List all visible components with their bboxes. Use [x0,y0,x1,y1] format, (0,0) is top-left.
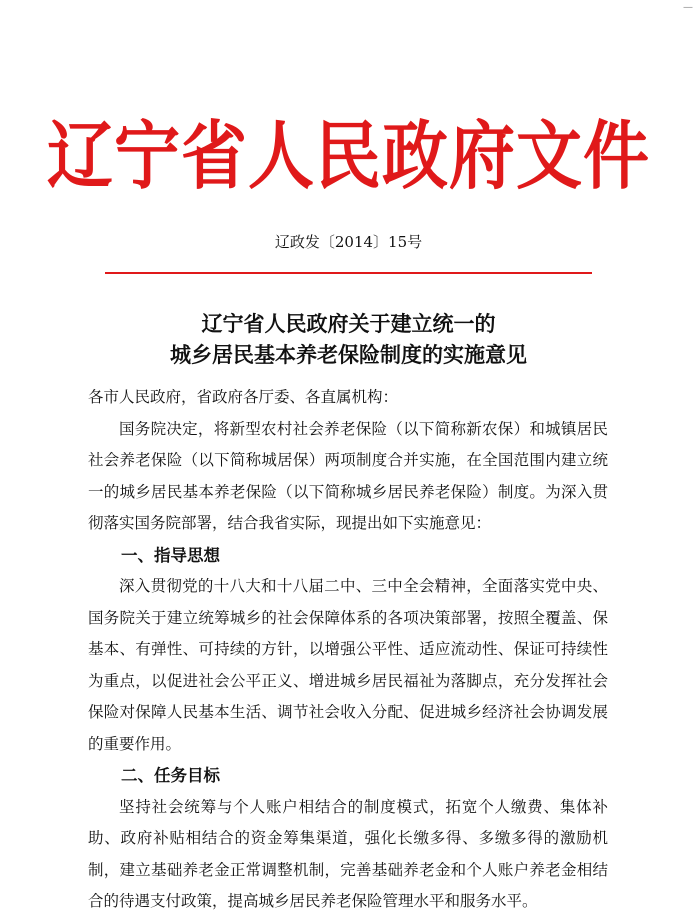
red-divider [105,272,592,274]
document-banner: 辽宁省人民政府文件 [47,113,650,200]
section-paragraph-task-goals: 坚持社会统筹与个人账户相结合的制度模式，拓宽个人缴费、集体补助、政府补贴相结合的资金筹集渠道，强化长缴多得、多缴多得的激励机制，建立基础养老金正常调整机制，完善基础养老金和个人账户养老金相结合的待遇支付政策，提高城乡居民养老保险管理水平和服务水平。 [88,797,608,910]
document-title-line-2: 城乡居民基本养老保险制度的实施意见 [170,342,527,367]
document-body [88,382,608,918]
section-heading-task-goals: 二、任务目标 [121,766,220,785]
document-number: 辽政发〔2014〕15号 [274,233,423,251]
corner-mark: — [683,2,693,13]
document-title-line-1: 辽宁省人民政府关于建立统一的 [201,311,496,336]
section-heading-guiding-ideology: 一、指导思想 [121,545,220,565]
salutation: 各市人民政府，省政府各厅委、各直属机构： [88,388,399,406]
section-paragraph-guiding-ideology: 深入贯彻党的十八大和十八届二中、三中全会精神，全面落实党中央、国务院关于建立统筹城乡的社会保障体系的各项决策部署，按照全覆盖、保基本、有弹性、可持续的方针，以增强公平性、适应流动性、保证可持续性为重点，以促进社会公平正义、增进城乡居民福祉为落脚点，充分发挥社会保险对保障人民基本生活、调节社会收入分配、促进城乡经济社会协调发展的重要作用。 [88,577,608,753]
intro-paragraph: 国务院决定，将新型农村社会养老保险（以下简称新农保）和城镇居民社会养老保险（以下简称城居保）两项制度合并实施，在全国范围内建立统一的城乡居民基本养老保险（以下简称城乡居民养老保险）制度。为深入贯彻落实国务院部署，结合我省实际，现提出如下实施意见： [88,419,608,532]
